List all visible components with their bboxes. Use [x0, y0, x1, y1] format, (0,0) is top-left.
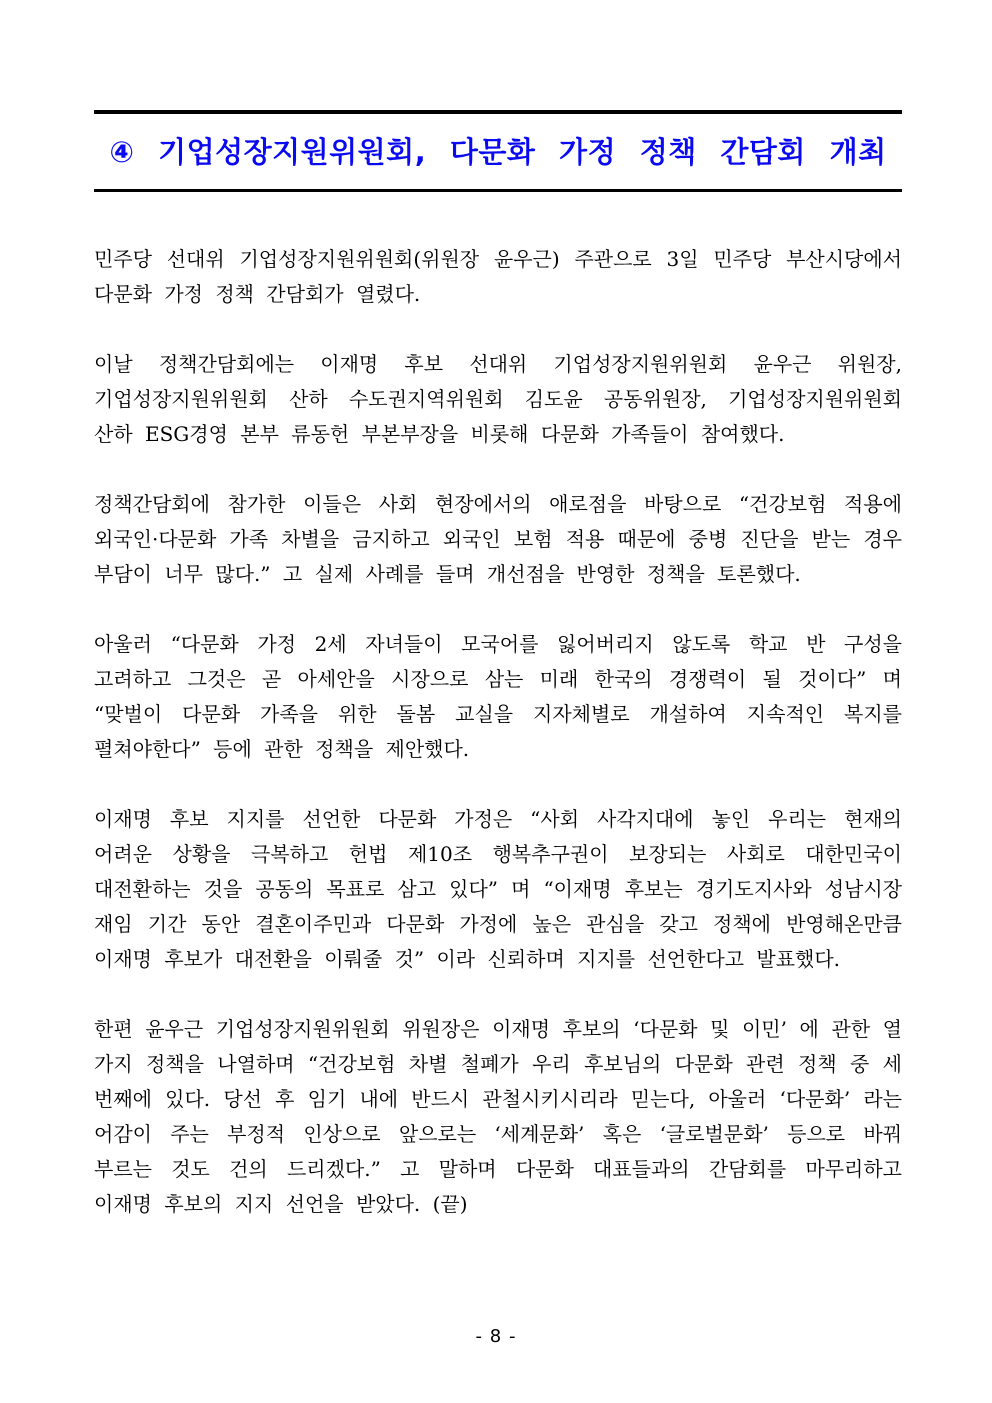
title-banner	[94, 110, 902, 192]
paragraph-6: 한편 윤우근 기업성장지원위원회 위원장은 이재명 후보의 ‘다문화 및 이민’ 에 관한 열 가지 정책을 나열하며 “건강보험 차별 철폐가 우리 후보님의 다문화 관련 정책 중 세 번째에 있다. 당선 후 임기 내에 반드시 관철시키시리라 믿는다, 아울러 ‘다문화’ 라는 어감이 주는 부정적 인상으로 앞으로는 ‘세계문화’ 혹은 ‘글로벌문화’ 등으로 바꿔 부르는 것도 건의 드리겠다.” 고 말하며 다문화 대표들과의 간담회를 마무리하고 이재명 후보의 지지 선언을 받았다. (끝)	[94, 1017, 902, 1216]
horizontal-rule-bottom	[94, 189, 902, 192]
paragraph-2: 이날 정책간담회에는 이재명 후보 선대위 기업성장지원위원회 윤우근 위원장, 기업성장지원위원회 산하 수도권지역위원회 김도윤 공동위원장, 기업성장지원위원회 산하 ESG경영 본부 류동헌 부본부장을 비롯해 다문화 가족들이 참여했다.	[94, 352, 902, 446]
page-title: ④ 기업성장지원위원회, 다문화 가정 정책 간담회 개최	[109, 135, 887, 169]
paragraph-4: 아울러 “다문화 가정 2세 자녀들이 모국어를 잃어버리지 않도록 학교 반 구성을 고려하고 그것은 곧 아세안을 시장으로 삼는 미래 한국의 경쟁력이 될 것이다” 며 “맞벌이 다문화 가족을 위한 돌봄 교실을 지자체별로 개설하여 지속적인 복지를 펼쳐야한다” 등에 관한 정책을 제안했다.	[94, 632, 902, 761]
page-footer	[0, 1326, 992, 1347]
page-number: - 8 -	[475, 1326, 517, 1347]
page-content	[0, 110, 992, 1222]
paragraph-3: 정책간담회에 참가한 이들은 사회 현장에서의 애로점을 바탕으로 “건강보험 적용에 외국인·다문화 가족 차별을 금지하고 외국인 보험 적용 때문에 중병 진단을 받는 경우 부담이 너무 많다.” 고 실제 사례를 들며 개선점을 반영한 정책을 토론했다.	[94, 492, 902, 586]
article-body	[94, 242, 902, 1222]
paragraph-5: 이재명 후보 지지를 선언한 다문화 가정은 “사회 사각지대에 놓인 우리는 현재의 어려운 상황을 극복하고 헌법 제10조 행복추구권이 보장되는 사회로 대한민국이 대전환하는 것을 공동의 목표로 삼고 있다” 며 “이재명 후보는 경기도지사와 성남시장 재임 기간 동안 결혼이주민과 다문화 가정에 높은 관심을 갖고 정책에 반영해온만큼 이재명 후보가 대전환을 이뤄줄 것” 이라 신뢰하며 지지를 선언한다고 발표했다.	[94, 807, 902, 971]
paragraph-1: 민주당 선대위 기업성장지원위원회(위원장 윤우근) 주관으로 3일 민주당 부산시당에서 다문화 가정 정책 간담회가 열렸다.	[94, 247, 902, 306]
